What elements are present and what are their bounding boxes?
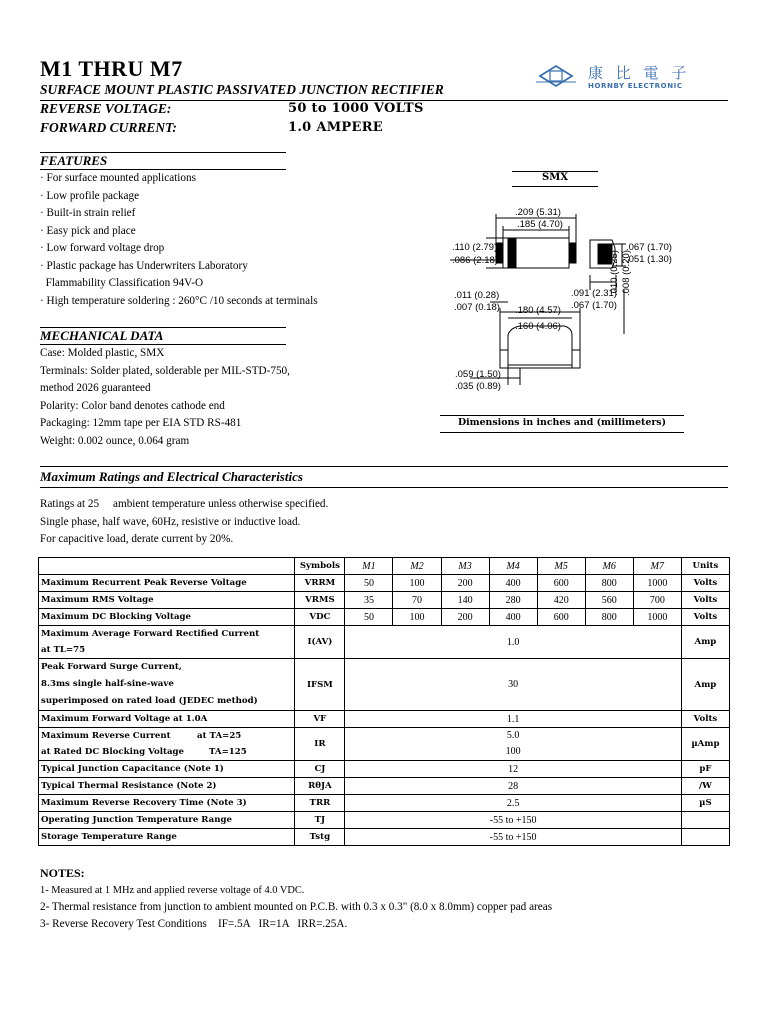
unit-cell <box>681 812 729 829</box>
dim-label: .051 (1.30) <box>626 254 672 265</box>
value-cell: 28 <box>345 778 681 795</box>
cathode-band <box>508 238 516 268</box>
table-header-cell: Units <box>681 558 729 575</box>
dim-label: .180 (4.57) <box>515 305 561 316</box>
reverse-voltage-label: REVERSE VOLTAGE: <box>40 101 172 116</box>
unit-cell: pF <box>681 761 729 778</box>
list-item: Polarity: Color band denotes cathode end <box>40 399 225 412</box>
dim-label: .067 (1.70) <box>571 300 617 311</box>
value-cell: 800 <box>585 609 633 626</box>
top-view-lead-right <box>569 243 576 263</box>
list-item: · For surface mounted applications <box>40 172 196 184</box>
unit-cell: Amp <box>681 659 729 711</box>
dim-label: .160 (4.06) <box>515 321 561 332</box>
list-item: Flammability Classification 94V-O <box>40 277 204 289</box>
param-cell <box>39 626 295 659</box>
symbol-cell: VRRM <box>295 575 345 592</box>
logo-chinese-name: 康 比 電 子 <box>588 64 691 82</box>
value-cell: 280 <box>489 592 537 609</box>
features-list <box>40 170 318 310</box>
unit-cell <box>681 829 729 846</box>
value-cell: 800 <box>585 575 633 592</box>
symbol-cell: VRMS <box>295 592 345 609</box>
table-header-cell <box>39 558 295 575</box>
value-cell: 1000 <box>633 609 681 626</box>
value-cell: 12 <box>345 761 681 778</box>
features-title: FEATURES <box>40 153 108 168</box>
param-cell: Typical Junction Capacitance (Note 1) <box>39 761 295 778</box>
symbol-cell: CJ <box>295 761 345 778</box>
dim-label: .011 (0.28) <box>454 290 500 301</box>
symbol-cell: TRR <box>295 795 345 812</box>
dim-label: .059 (1.50) <box>455 369 501 380</box>
table-header-row <box>39 558 730 575</box>
package-name: SMX <box>541 172 569 183</box>
package-caption: Dimensions in inches and (millimeters) <box>457 417 667 428</box>
dim-label: .010 (0.25) <box>609 250 620 296</box>
param-cell: Operating Junction Temperature Range <box>39 812 295 829</box>
value-line: 100 <box>505 746 521 757</box>
param-line: superimposed on rated load (JEDEC method) <box>41 696 258 706</box>
symbol-cell: TJ <box>295 812 345 829</box>
param-line: Peak Forward Surge Current, <box>41 662 182 672</box>
caption-top-rule <box>440 415 684 416</box>
value-cell: 200 <box>441 575 489 592</box>
value-cell: 100 <box>393 609 441 626</box>
table-row <box>39 609 730 626</box>
table-header-cell: M4 <box>489 558 537 575</box>
list-item: Terminals: Solder plated, solderable per MIL-STD-750, <box>40 364 290 377</box>
document-subtitle: SURFACE MOUNT PLASTIC PASSIVATED JUNCTION RECTIFIER <box>40 82 444 97</box>
table-header-cell: M2 <box>393 558 441 575</box>
value-cell: 1000 <box>633 575 681 592</box>
ratings-conditions <box>40 496 328 549</box>
list-item: · Built-in strain relief <box>40 207 136 219</box>
table-row <box>39 711 730 728</box>
table-header-cell: M5 <box>537 558 585 575</box>
table-header-cell: Symbols <box>295 558 345 575</box>
param-line: at TL=75 <box>41 645 86 655</box>
electrical-characteristics-table <box>38 557 730 846</box>
forward-current-value: 1.0 AMPERE <box>288 120 384 135</box>
value-cell: 2.5 <box>345 795 681 812</box>
unit-cell: Amp <box>681 626 729 659</box>
table-row <box>39 728 730 761</box>
value-cell: 50 <box>345 575 393 592</box>
table-row <box>39 778 730 795</box>
list-item: · Easy pick and place <box>40 224 136 237</box>
param-cell: Maximum DC Blocking Voltage <box>39 609 295 626</box>
param-cell <box>39 728 295 761</box>
dim-label: .007 (0.18) <box>454 302 500 313</box>
document-title: M1 THRU M7 <box>40 56 183 81</box>
param-cell <box>39 659 295 711</box>
note-item: 1- Measured at 1 MHz and applied reverse voltage of 4.0 VDC. <box>40 885 305 896</box>
symbol-cell: RθJA <box>295 778 345 795</box>
list-item: Weight: 0.002 ounce, 0.064 gram <box>40 434 190 447</box>
param-line: at Rated DC Blocking Voltage <box>41 747 185 757</box>
package-bottom-rule <box>512 186 598 187</box>
list-item: · Low forward voltage drop <box>40 242 165 254</box>
dim-label: .086 (2.18) <box>452 255 498 266</box>
ratings-line: Ratings at 25 ambient temperature unless otherwise specified. <box>40 498 329 510</box>
param-cell: Storage Temperature Range <box>39 829 295 846</box>
table-header-cell: M1 <box>345 558 393 575</box>
value-cell: 35 <box>345 592 393 609</box>
symbol-cell: Tstg <box>295 829 345 846</box>
table-row <box>39 795 730 812</box>
unit-cell: Volts <box>681 575 729 592</box>
value-cell: 400 <box>489 609 537 626</box>
table-row <box>39 575 730 592</box>
table-header-cell: M6 <box>585 558 633 575</box>
value-cell: 140 <box>441 592 489 609</box>
value-cell <box>345 728 681 761</box>
param-line: Maximum Reverse Current <box>41 731 171 741</box>
param-cell: Maximum Recurrent Peak Reverse Voltage <box>39 575 295 592</box>
value-cell: 100 <box>393 575 441 592</box>
table-header-cell: M3 <box>441 558 489 575</box>
condition-label: TA=125 <box>209 747 247 757</box>
table-row <box>39 626 730 659</box>
table-row <box>39 829 730 846</box>
value-cell: 200 <box>441 609 489 626</box>
ratings-line: Single phase, half wave, 60Hz, resistive or inductive load. <box>40 515 301 528</box>
unit-cell: Volts <box>681 711 729 728</box>
value-cell: 420 <box>537 592 585 609</box>
param-cell: Maximum RMS Voltage <box>39 592 295 609</box>
symbol-cell: I(AV) <box>295 626 345 659</box>
unit-cell: µAmp <box>681 728 729 761</box>
value-cell: 70 <box>393 592 441 609</box>
param-cell: Typical Thermal Resistance (Note 2) <box>39 778 295 795</box>
unit-cell: /W <box>681 778 729 795</box>
symbol-cell: IFSM <box>295 659 345 711</box>
mechanical-list <box>40 345 290 450</box>
ratings-title: Maximum Ratings and Electrical Characteristics <box>40 469 303 484</box>
list-item: · High temperature soldering : 260°C /10 seconds at terminals <box>40 294 318 307</box>
dim-label: .067 (1.70) <box>626 242 672 253</box>
symbol-cell: IR <box>295 728 345 761</box>
value-cell: 600 <box>537 575 585 592</box>
notes-title: NOTES: <box>40 866 85 880</box>
logo-brand: HORNBY ELECTRONIC <box>588 82 683 90</box>
value-cell: 30 <box>345 659 681 711</box>
value-cell: 700 <box>633 592 681 609</box>
value-cell: 1.0 <box>345 626 681 659</box>
dim-label: .110 (2.79) <box>452 242 498 253</box>
param-cell: Maximum Reverse Recovery Time (Note 3) <box>39 795 295 812</box>
caption-bottom-rule <box>440 432 684 433</box>
unit-cell: Volts <box>681 609 729 626</box>
note-item: 2- Thermal resistance from junction to ambient mounted on P.C.B. with 0.3 x 0.3" (8.0 x 8.0mm) copper pad areas <box>40 901 553 913</box>
table-row <box>39 659 730 711</box>
ratings-top-rule <box>40 466 728 467</box>
list-item: · Low profile package <box>40 189 140 202</box>
list-item: · Plastic package has Underwriters Laboratory <box>40 259 248 272</box>
symbol-cell: VDC <box>295 609 345 626</box>
notes-list <box>40 882 552 933</box>
table-header-cell: M7 <box>633 558 681 575</box>
table-row <box>39 812 730 829</box>
list-item: Packaging: 12mm tape per EIA STD RS-481 <box>40 417 242 429</box>
value-cell: 600 <box>537 609 585 626</box>
value-cell: 50 <box>345 609 393 626</box>
ratings-line: For capacitive load, derate current by 20%. <box>40 533 234 545</box>
value-cell: -55 to +150 <box>345 829 681 846</box>
dim-label: .008 (0.20) <box>621 250 632 296</box>
unit-cell: Volts <box>681 592 729 609</box>
dim-label: .035 (0.89) <box>455 381 501 392</box>
forward-current-label: FORWARD CURRENT: <box>40 120 177 135</box>
reverse-voltage-value: 50 to 1000 VOLTS <box>288 101 424 116</box>
unit-cell: µS <box>681 795 729 812</box>
dim-label: .185 (4.70) <box>517 219 563 230</box>
value-line: 5.0 <box>506 730 520 741</box>
dim-label: .091 (2.31) <box>571 288 617 299</box>
param-line: Maximum Average Forward Rectified Current <box>41 629 260 639</box>
value-cell: 560 <box>585 592 633 609</box>
value-cell: 1.1 <box>345 711 681 728</box>
param-line: 8.3ms single half-sine-wave <box>41 679 174 689</box>
value-cell: 400 <box>489 575 537 592</box>
ratings-bottom-rule <box>40 487 728 488</box>
condition-label: at TA=25 <box>197 731 242 741</box>
table-row <box>39 761 730 778</box>
list-item: method 2026 guaranteed <box>40 382 151 394</box>
list-item: Case: Molded plastic, SMX <box>40 347 165 359</box>
note-item: 3- Reverse Recovery Test Conditions IF=.5A IR=1A IRR=.25A. <box>40 918 348 930</box>
symbol-cell: VF <box>295 711 345 728</box>
mechanical-title: MECHANICAL DATA <box>40 328 164 343</box>
dim-label: .209 (5.31) <box>515 207 561 218</box>
param-cell: Maximum Forward Voltage at 1.0A <box>39 711 295 728</box>
table-row <box>39 592 730 609</box>
company-logo <box>536 60 732 96</box>
value-cell: -55 to +150 <box>345 812 681 829</box>
